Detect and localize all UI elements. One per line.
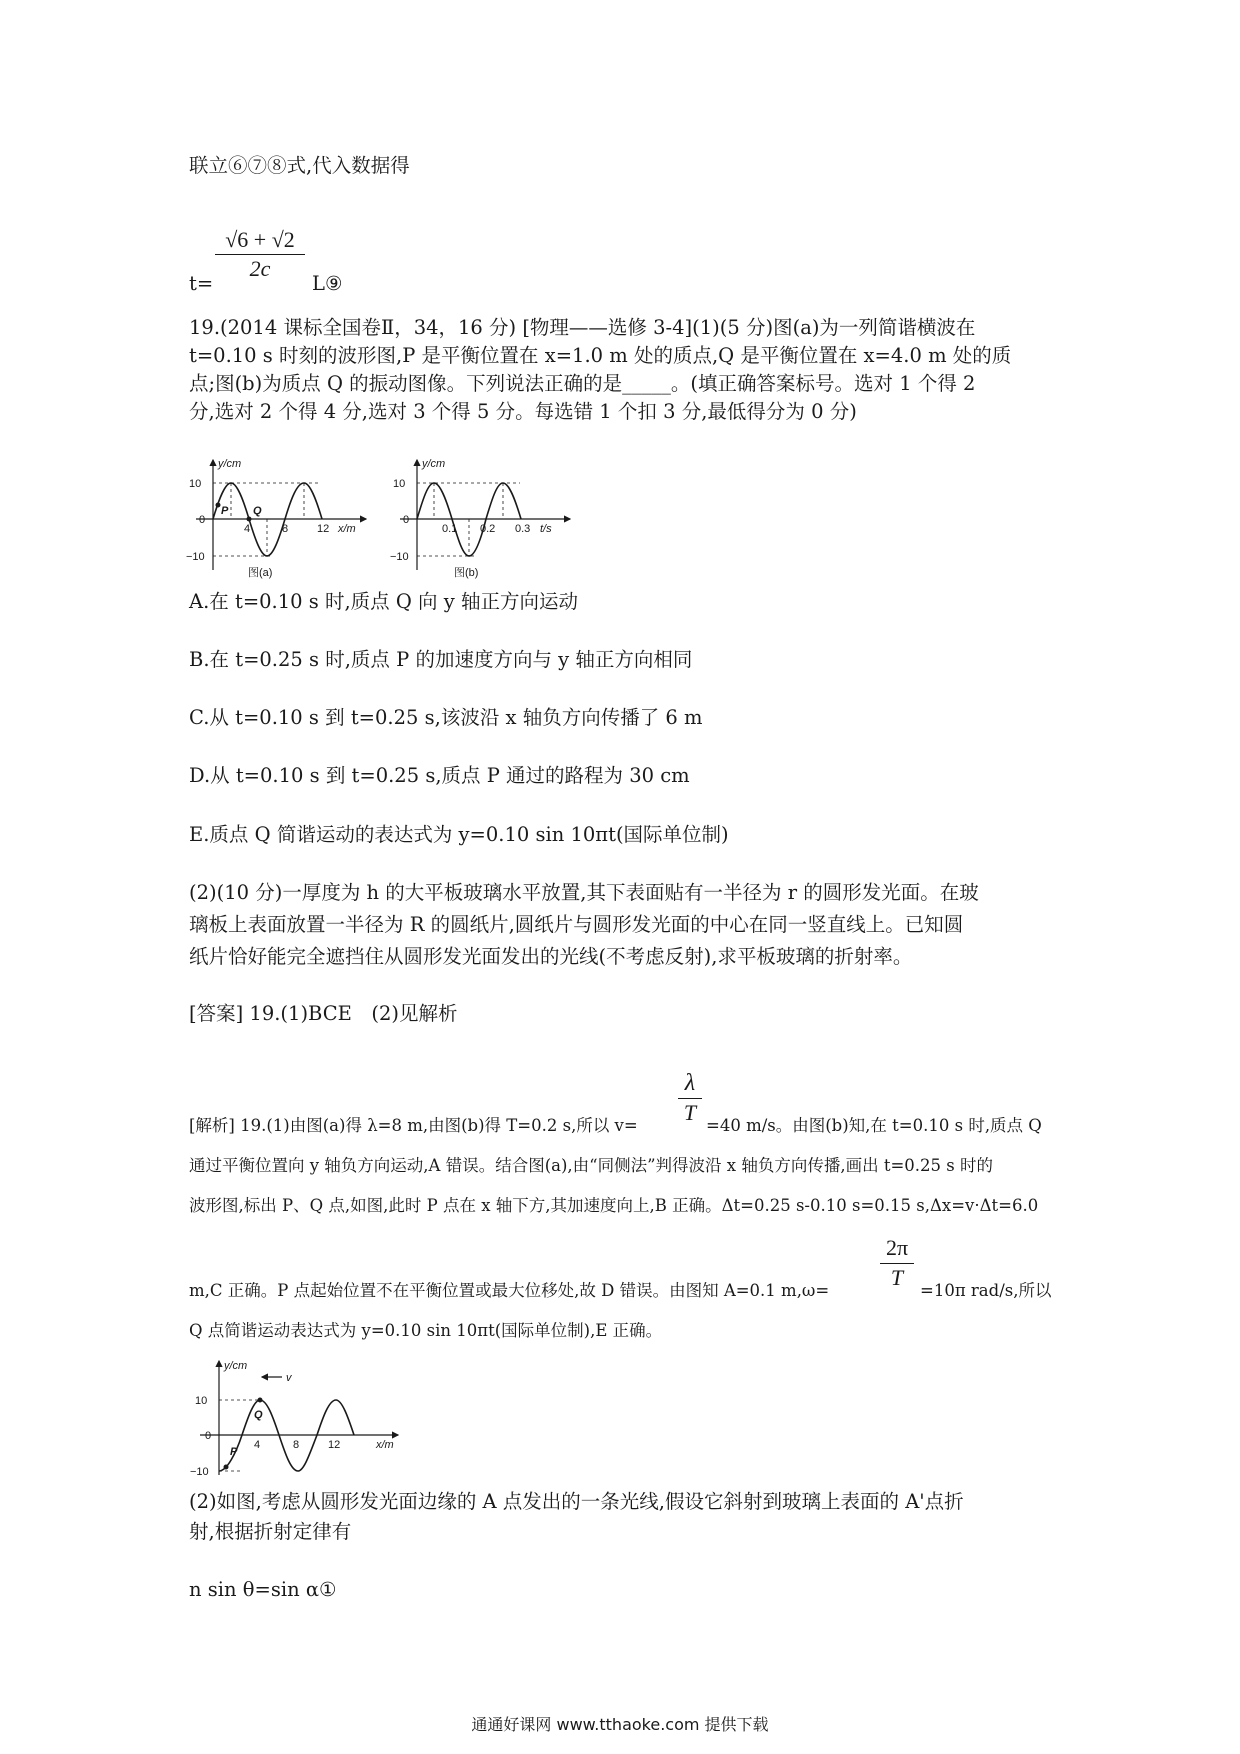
fig-b-xtick: 0.3 (515, 523, 531, 535)
analysis-line-1-post: =40 m/s。由图(b)知,在 t=0.10 s 时,质点 Q (706, 1116, 1042, 1135)
fig-b-xtick: 0.1 (442, 523, 458, 535)
point-q (247, 517, 252, 522)
fig-c-xtick: 4 (254, 1439, 261, 1451)
fig-c-ytick: −10 (190, 1466, 209, 1478)
formula-t-numerator: √6 + √2 (225, 227, 295, 252)
analysis-line-2: 通过平衡位置向 y 轴负方向运动,A 错误。结合图(a),由“同侧法”判得波沿 x 轴负方向传播,画出 t=0.25 s 时的 (189, 1156, 993, 1175)
option-a: A.在 t=0.10 s 时,质点 Q 向 y 轴正方向运动 (189, 590, 578, 613)
fig-c-xtick: 8 (293, 1439, 300, 1451)
fig-a-q-label: Q (253, 505, 262, 517)
fraction-numerator: λ (684, 1070, 696, 1096)
equation-intro: 联立⑥⑦⑧式,代入数据得 (189, 154, 410, 177)
fig-a-ytick: −10 (186, 551, 205, 563)
analysis-line-3: 波形图,标出 P、Q 点,如图,此时 P 点在 x 轴下方,其加速度向上,B 正确。Δt=0.25 s-0.10 s=0.15 s,Δx=v·Δt=6.0 (189, 1196, 1039, 1215)
fig-b-xtick: 0.2 (480, 523, 496, 535)
fig-c-p-label: P (230, 1446, 238, 1458)
formula-t-suffix: L⑨ (312, 272, 343, 295)
fig-c-xtick: 12 (328, 1439, 341, 1451)
fig-a-caption: 图(a) (248, 567, 273, 579)
fig-b-ylabel: y/cm (422, 458, 446, 470)
page-footer: 通通好课网 www.tthaoke.com 提供下载 (471, 1715, 769, 1734)
fig-c-q-label: Q (254, 1409, 263, 1421)
part2-line-3: 纸片恰好能完全遮挡住从圆形发光面发出的光线(不考虑反射),求平板玻璃的折射率。 (189, 945, 913, 968)
analysis-line-4-pre: m,C 正确。P 点起始位置不在平衡位置或最大位移处,故 D 错误。由图知 A=0.1 m,ω= (189, 1281, 830, 1300)
solution-wave-graph (190, 1355, 410, 1480)
question-line-1: 19.(2014 课标全国卷Ⅱ，34，16 分) [物理——选修 3-4](1)(5 分)图(a)为一列简谐横波在 (189, 316, 976, 339)
fraction-denominator: T (683, 1100, 697, 1125)
fig-c-velocity-label: v (286, 1372, 292, 1384)
question-line-2: t=0.10 s 时刻的波形图,P 是平衡位置在 x=1.0 m 处的质点,Q 是平衡位置在 x=4.0 m 处的质 (189, 344, 1012, 367)
fig-a-ylabel: y/cm (218, 458, 242, 470)
fig-c-ytick: 0 (205, 1430, 212, 1442)
formula-t-prefix: t= (189, 272, 214, 295)
option-c: C.从 t=0.10 s 到 t=0.25 s,该波沿 x 轴负方向传播了 6 m (189, 706, 703, 729)
fig-a-xtick: 4 (244, 523, 251, 535)
option-d: D.从 t=0.10 s 到 t=0.25 s,质点 P 通过的路程为 30 cm (189, 764, 690, 787)
fig-a-ytick: 10 (189, 478, 202, 490)
analysis-line-1-pre: [解析] 19.(1)由图(a)得 λ=8 m,由图(b)得 T=0.2 s,所以 v= (189, 1116, 638, 1135)
fig-c-ylabel: y/cm (224, 1360, 248, 1372)
fig-b-xlabel: t/s (540, 523, 552, 535)
fig-b-ytick: 0 (403, 514, 410, 526)
fraction-denominator: T (890, 1265, 904, 1290)
figure-b-vibration-graph (390, 455, 580, 580)
question-line-4: 分,选对 2 个得 4 分,选对 3 个得 5 分。每选错 1 个扣 3 分,最低得分为 0 分) (189, 400, 857, 423)
fig-a-p-label: P (221, 505, 229, 517)
formula-t-denominator: 2c (249, 256, 271, 281)
formula-t-fraction (215, 226, 305, 283)
fig-b-caption: 图(b) (454, 567, 479, 579)
analysis-line-4-post: =10π rad/s,所以 (920, 1281, 1052, 1300)
fig-a-xtick: 12 (317, 523, 330, 535)
fraction-lambda-over-t (678, 1068, 702, 1127)
fig-c-xlabel: x/m (376, 1439, 394, 1451)
fig-b-ytick: 10 (393, 478, 406, 490)
question-line-3: 点;图(b)为质点 Q 的振动图像。下列说法正确的是_____。(填正确答案标号。选对 1 个得 2 (189, 372, 976, 395)
fig-c-ytick: 10 (195, 1395, 208, 1407)
point-q (258, 1398, 263, 1403)
point-p (224, 1465, 229, 1470)
point-p (216, 503, 221, 508)
figure-a-wave-graph (186, 455, 376, 580)
fig-a-xtick: 8 (282, 523, 289, 535)
fraction-2pi-over-t (880, 1233, 914, 1292)
option-b: B.在 t=0.25 s 时,质点 P 的加速度方向与 y 轴正方向相同 (189, 648, 693, 671)
solution-line-1: (2)如图,考虑从圆形发光面边缘的 A 点发出的一条光线,假设它斜射到玻璃上表面的 A'点折 (189, 1490, 964, 1513)
solution-line-3: n sin θ=sin α① (189, 1578, 337, 1601)
solution-line-2: 射,根据折射定律有 (189, 1520, 352, 1543)
option-e: E.质点 Q 简谐运动的表达式为 y=0.10 sin 10πt(国际单位制) (189, 823, 729, 846)
part2-line-2: 璃板上表面放置一半径为 R 的圆纸片,圆纸片与圆形发光面的中心在同一竖直线上。已知圆 (189, 913, 964, 936)
fig-b-ytick: −10 (390, 551, 409, 563)
fig-a-xlabel: x/m (338, 523, 356, 535)
answer-line: [答案] 19.(1)BCE (2)见解析 (189, 1002, 458, 1025)
analysis-line-5: Q 点简谐运动表达式为 y=0.10 sin 10πt(国际单位制),E 正确。 (189, 1321, 663, 1340)
fraction-numerator: 2π (885, 1235, 909, 1260)
fig-a-ytick: 0 (199, 514, 206, 526)
part2-line-1: (2)(10 分)一厚度为 h 的大平板玻璃水平放置,其下表面贴有一半径为 r 的圆形发光面。在玻 (189, 881, 979, 904)
